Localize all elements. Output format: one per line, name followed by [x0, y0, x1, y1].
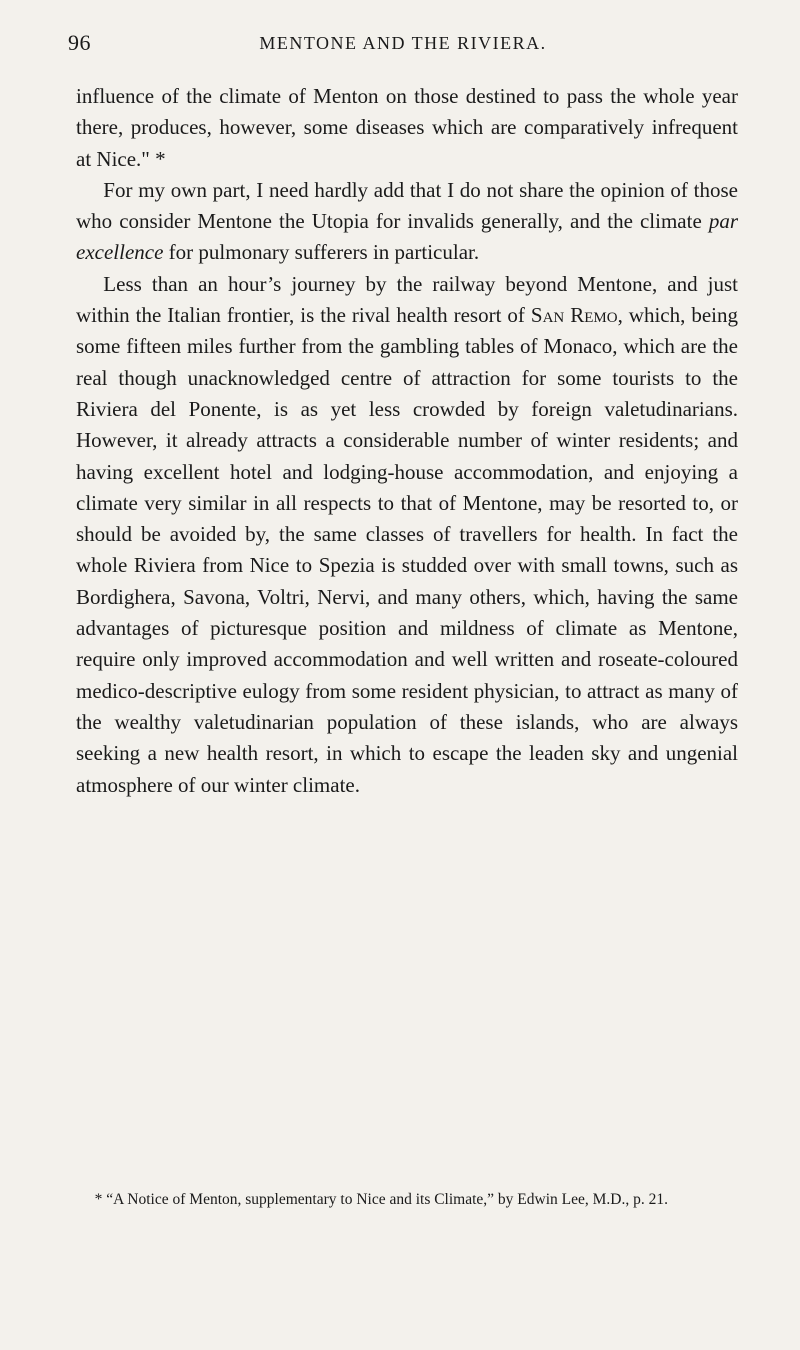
page-header: [68, 30, 738, 60]
footnote: [76, 1189, 738, 1210]
footnote-text: * “A Notice of Menton, supplementary to Nice and its Climate,” by Edwin Lee, M.D., p. 21.: [94, 1191, 668, 1208]
paragraph-continued: [76, 81, 738, 175]
paragraph-3-smallcaps: San Remo: [530, 303, 618, 328]
paragraph-2-text-b: for pulmonary sufferers in particular.: [163, 240, 480, 265]
paragraph-2-text-a: For my own part, I need hardly add that I do not share the opinion of those who consider Mentone the Utopia for invalids generally, and the climate: [76, 177, 738, 234]
page-number: 96: [68, 30, 91, 55]
body-text: [76, 81, 738, 801]
paragraph-3: [76, 269, 738, 801]
paragraph-3-text-a: Less than an hour’s journey by the railway beyond Mentone, and just within the Italian frontier, is the rival health resort of: [76, 271, 738, 328]
paragraph-2: [76, 175, 738, 269]
paragraph-1-text: influence of the climate of Menton on those destined to pass the whole year there, produces, however, some diseases which are comparatively infrequent at Nice." *: [76, 84, 738, 171]
paragraph-2-italic: par excellence: [76, 209, 738, 265]
running-title: MENTONE AND THE RIVIERA.: [259, 33, 547, 53]
paragraph-3-text-b: , which, being some fifteen miles further from the gambling tables of Monaco, which are the real though unacknowledged centre of attraction for some tourists to the Riviera del Ponente, is as yet less crowded by foreign valetudinarians. However, it already attracts a considerable number of winter residents; and having excellent hotel and lodging-house accommodation, and enjoying a climate very similar in all respects to that of Mentone, may be resorted to, or should be avoided by, the same classes of travellers for health. In fact the whole Riviera from Nice to Spezia is studded over with small towns, such as Bordighera, Savona, Voltri, Nervi, and many others, which, having the same advantages of picturesque position and mildness of climate as Mentone, require only improved accommodation and well written and roseate-coloured medico-descriptive eulogy from some resident physician, to attract as many of the wealthy valetudinarian population of these islands, who are always seeking a new health resort, in which to escape the leaden sky and ungenial atmosphere of our winter climate.: [76, 303, 738, 797]
